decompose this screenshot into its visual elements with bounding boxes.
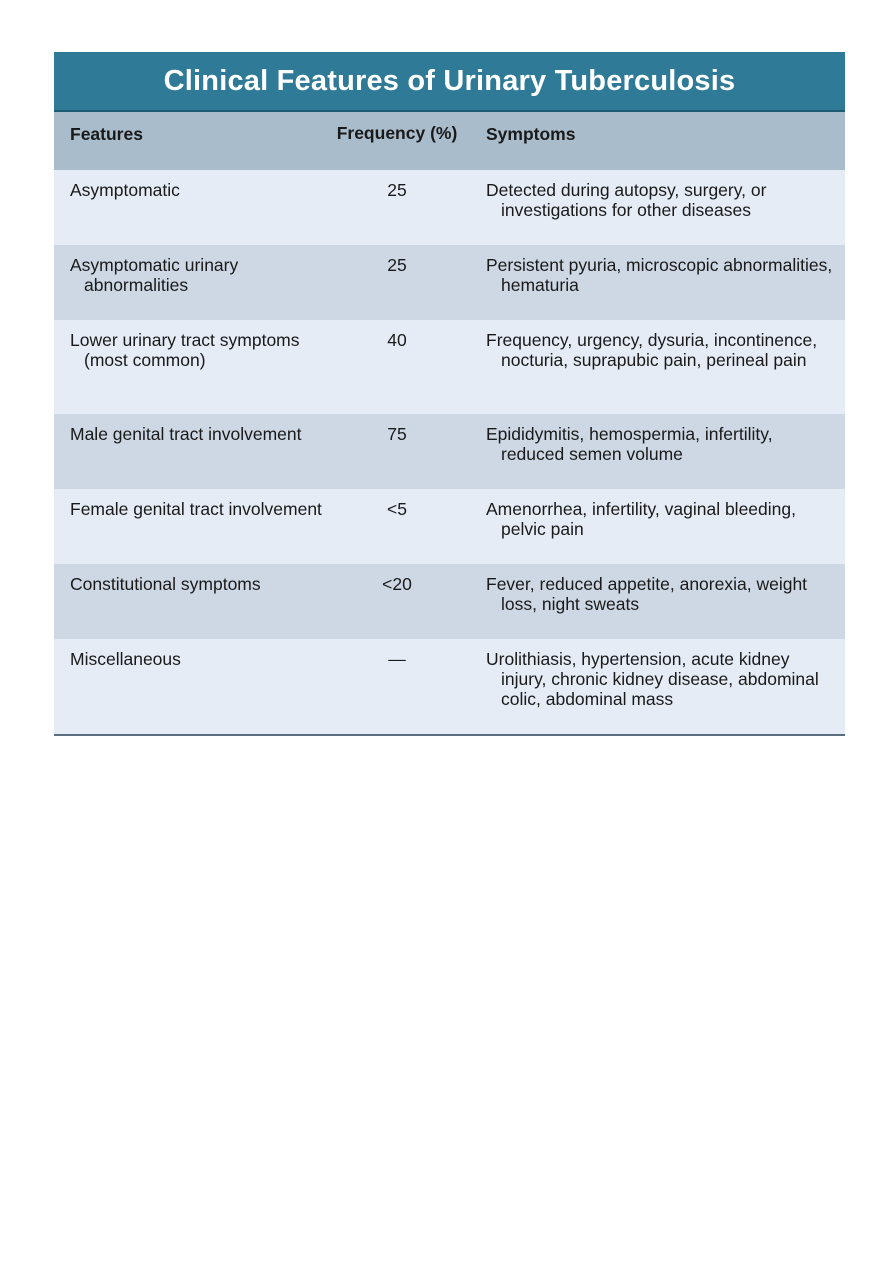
feature-cell: Asymptomatic [70, 180, 180, 200]
feature-cell: Constitutional symptoms [70, 574, 261, 594]
header-frequency: Frequency (%) [336, 123, 458, 143]
clinical-features-table [54, 52, 845, 736]
header-symptoms: Symptoms [486, 124, 576, 144]
symptoms-cell: Persistent pyuria, microscopic abnormalities, hematuria [486, 255, 833, 295]
feature-cell: Lower urinary tract symptoms (most common) [70, 330, 300, 370]
frequency-cell: 25 [387, 255, 407, 275]
table-row [54, 489, 845, 564]
table-row [54, 320, 845, 414]
frequency-cell: — [388, 649, 406, 669]
header-features: Features [70, 124, 143, 144]
frequency-cell: <20 [382, 574, 412, 594]
symptoms-cell: Epididymitis, hemospermia, infertility, reduced semen volume [486, 424, 773, 464]
symptoms-cell: Urolithiasis, hypertension, acute kidney injury, chronic kidney disease, abdominal colic, abdominal mass [486, 649, 819, 709]
feature-cell: Miscellaneous [70, 649, 181, 669]
table-row [54, 245, 845, 320]
table-title: Clinical Features of Urinary Tuberculosis [54, 52, 845, 112]
table-row [54, 414, 845, 489]
table-row [54, 564, 845, 639]
table-header-row [54, 112, 845, 170]
frequency-cell: 25 [387, 180, 407, 200]
table-row [54, 639, 845, 734]
feature-cell: Asymptomatic urinary abnormalities [70, 255, 239, 295]
symptoms-cell: Amenorrhea, infertility, vaginal bleeding, pelvic pain [486, 499, 796, 539]
frequency-cell: <5 [387, 499, 407, 519]
feature-cell: Male genital tract involvement [70, 424, 302, 444]
symptoms-cell: Fever, reduced appetite, anorexia, weight loss, night sweats [486, 574, 808, 614]
feature-cell: Female genital tract involvement [70, 499, 322, 519]
frequency-cell: 40 [387, 330, 407, 350]
symptoms-cell: Frequency, urgency, dysuria, incontinence, nocturia, suprapubic pain, perineal pain [486, 330, 818, 370]
frequency-cell: 75 [387, 424, 407, 444]
symptoms-cell: Detected during autopsy, surgery, or investigations for other diseases [486, 180, 767, 220]
table-row [54, 170, 845, 245]
